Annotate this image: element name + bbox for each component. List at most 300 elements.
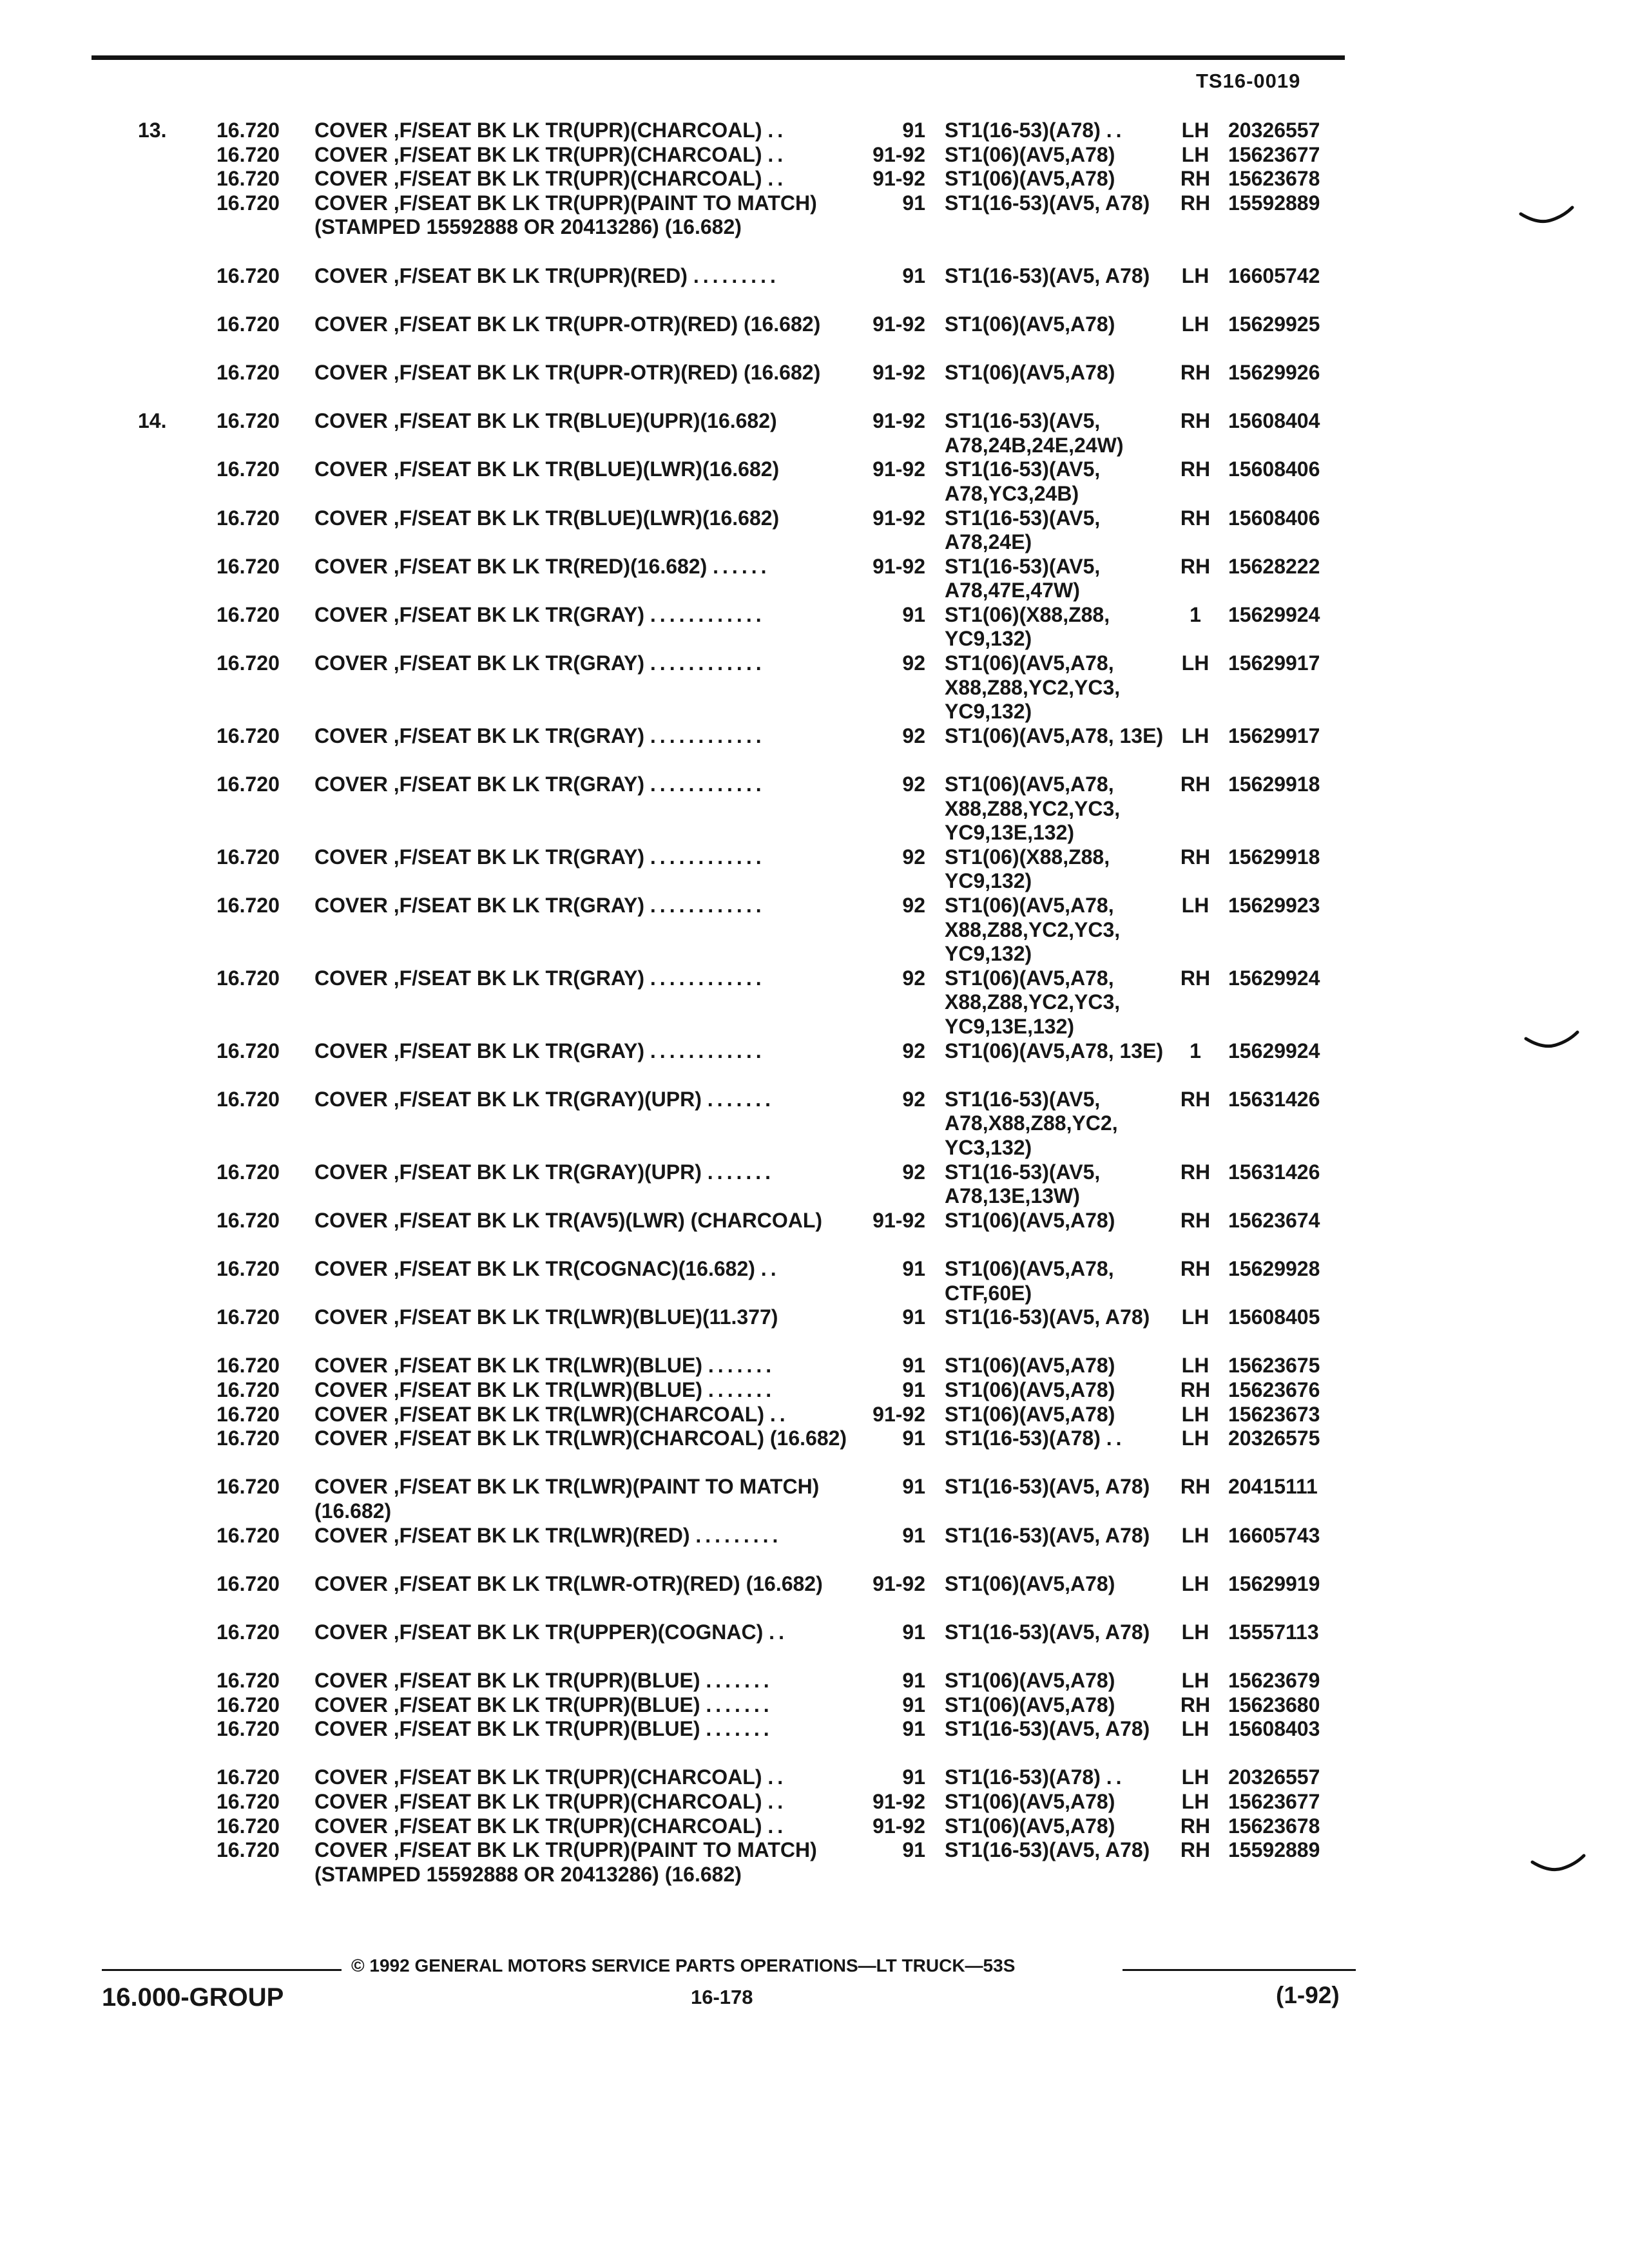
side: RH <box>1180 409 1211 433</box>
usage-code: ST1(06)(AV5,A78) <box>945 1571 1115 1595</box>
dot-leader: ....... <box>706 1693 773 1716</box>
table-row <box>0 966 1629 1039</box>
model-year: 91-92 <box>872 1208 925 1232</box>
table-row <box>0 894 1629 966</box>
usage-code: ST1(16-53)(AV5, A78,X88,Z88,YC2, YC3,132) <box>945 1087 1118 1160</box>
footer-rule-left <box>102 1969 342 1971</box>
part-description: COVER ,F/SEAT BK LK TR(BLUE)(UPR)(16.682) <box>314 409 777 433</box>
group-number: 16.720 <box>217 312 280 336</box>
footer-page-number: 16-178 <box>691 1986 753 2008</box>
model-year: 91 <box>902 1257 925 1280</box>
model-year: 91-92 <box>872 167 925 191</box>
check-mark-icon <box>1518 205 1576 231</box>
table-row <box>0 845 1629 894</box>
model-year: 91-92 <box>872 457 925 481</box>
model-year: 91 <box>902 1765 925 1789</box>
side: RH <box>1180 1087 1211 1111</box>
group-number: 16.720 <box>217 167 280 191</box>
group-number: 16.720 <box>217 724 280 747</box>
part-description: COVER ,F/SEAT BK LK TR(UPR)(CHARCOAL) .. <box>314 1765 787 1789</box>
dot-leader: .. <box>769 1402 789 1426</box>
side: LH <box>1181 1305 1210 1329</box>
group-number: 16.720 <box>217 602 280 626</box>
model-year: 92 <box>902 894 925 918</box>
model-year: 92 <box>902 845 925 869</box>
usage-code: ST1(16-53)(AV5, A78) <box>945 1838 1150 1862</box>
item-number: 13. <box>138 119 167 142</box>
part-number: 15629919 <box>1228 1571 1320 1595</box>
group-number: 16.720 <box>217 1305 280 1329</box>
part-description: COVER ,F/SEAT BK LK TR(LWR)(BLUE) ....... <box>314 1354 776 1378</box>
side: LH <box>1181 724 1210 747</box>
usage-code: ST1(06)(AV5,A78) <box>945 1402 1115 1426</box>
part-number: 15623677 <box>1228 142 1320 166</box>
dot-leader: .. <box>1106 1765 1126 1789</box>
usage-code: ST1(16-53)(AV5, A78,24B,24E,24W) <box>945 409 1124 457</box>
dot-leader: ....... <box>707 1087 775 1111</box>
usage-code: ST1(16-53)(AV5, A78) <box>945 1305 1150 1329</box>
table-row <box>0 143 1629 168</box>
table-row <box>0 1378 1629 1403</box>
usage-code: ST1(06)(AV5,A78, X88,Z88,YC2,YC3, YC9,132) <box>945 651 1121 724</box>
table-row <box>0 1765 1629 1790</box>
group-number: 16.720 <box>217 1693 280 1716</box>
model-year: 91-92 <box>872 409 925 433</box>
part-description: COVER ,F/SEAT BK LK TR(GRAY) ............ <box>314 966 766 990</box>
table-row <box>0 457 1629 506</box>
part-description: COVER ,F/SEAT BK LK TR(RED)(16.682) ...... <box>314 554 771 578</box>
part-number: 15631426 <box>1228 1160 1320 1184</box>
group-number: 16.720 <box>217 1814 280 1838</box>
part-number: 15592889 <box>1228 191 1320 215</box>
side: RH <box>1180 191 1211 215</box>
model-year: 91-92 <box>872 1402 925 1426</box>
model-year: 91 <box>902 1378 925 1401</box>
group-number: 16.720 <box>217 1378 280 1401</box>
group-number: 16.720 <box>217 142 280 166</box>
usage-code: ST1(06)(AV5,A78) <box>945 1693 1115 1716</box>
part-number: 15623678 <box>1228 1814 1320 1838</box>
usage-code: ST1(06)(AV5,A78) <box>945 1208 1115 1232</box>
group-number: 16.720 <box>217 506 280 530</box>
model-year: 92 <box>902 724 925 747</box>
dot-leader: ............ <box>650 894 766 918</box>
part-number: 15629917 <box>1228 724 1320 747</box>
model-year: 91 <box>902 1669 925 1693</box>
usage-code: ST1(16-53)(AV5, A78) <box>945 1523 1150 1547</box>
side: RH <box>1180 773 1211 796</box>
group-number: 16.720 <box>217 1717 280 1741</box>
part-number: 15629926 <box>1228 360 1320 384</box>
table-row <box>0 264 1629 312</box>
dot-leader: ....... <box>708 1354 776 1378</box>
side: LH <box>1181 1620 1210 1644</box>
group-number: 16.720 <box>217 554 280 578</box>
dot-leader: .. <box>767 167 787 191</box>
part-description: COVER ,F/SEAT BK LK TR(GRAY) ............ <box>314 724 766 747</box>
group-number: 16.720 <box>217 1790 280 1814</box>
table-row <box>0 1403 1629 1427</box>
usage-code: ST1(06)(AV5,A78) <box>945 1814 1115 1838</box>
side: LH <box>1181 264 1210 287</box>
dot-leader: ............ <box>650 602 766 626</box>
check-mark-icon <box>1523 1030 1581 1055</box>
part-description: COVER ,F/SEAT BK LK TR(UPR)(BLUE) ....... <box>314 1669 773 1693</box>
part-description: COVER ,F/SEAT BK LK TR(BLUE)(LWR)(16.682) <box>314 457 780 481</box>
part-description: COVER ,F/SEAT BK LK TR(UPR)(RED) ......... <box>314 264 780 287</box>
part-number: 16605743 <box>1228 1523 1320 1547</box>
group-number: 16.720 <box>217 119 280 142</box>
table-row <box>0 1717 1629 1765</box>
usage-code: ST1(06)(AV5,A78) <box>945 1354 1115 1378</box>
part-description: COVER ,F/SEAT BK LK TR(AV5)(LWR) (CHARCOAL) <box>314 1208 823 1232</box>
side: LH <box>1181 142 1210 166</box>
part-number: 15623676 <box>1228 1378 1320 1401</box>
part-number: 15629923 <box>1228 894 1320 918</box>
group-number: 16.720 <box>217 264 280 287</box>
model-year: 91-92 <box>872 554 925 578</box>
model-year: 91-92 <box>872 142 925 166</box>
side: LH <box>1181 1669 1210 1693</box>
table-row <box>0 773 1629 845</box>
usage-code: ST1(16-53)(AV5, A78,13E,13W) <box>945 1160 1101 1208</box>
part-description: COVER ,F/SEAT BK LK TR(GRAY)(UPR) ....... <box>314 1087 775 1111</box>
side: RH <box>1180 1208 1211 1232</box>
side: LH <box>1181 119 1210 142</box>
usage-code: ST1(16-53)(AV5, A78) <box>945 1620 1150 1644</box>
part-number: 15608406 <box>1228 457 1320 481</box>
dot-leader: ....... <box>706 1717 773 1741</box>
part-description: COVER ,F/SEAT BK LK TR(GRAY) ............ <box>314 1039 766 1062</box>
part-number: 15623675 <box>1228 1354 1320 1378</box>
model-year: 91 <box>902 1717 925 1741</box>
usage-code: ST1(06)(AV5,A78) <box>945 1790 1115 1814</box>
parts-list <box>0 119 1629 1911</box>
part-number: 15623680 <box>1228 1693 1320 1716</box>
dot-leader: ............ <box>650 966 766 990</box>
table-row <box>0 1088 1629 1160</box>
side: LH <box>1181 1571 1210 1595</box>
dot-leader: .. <box>767 1765 787 1789</box>
dot-leader: ...... <box>713 554 771 578</box>
model-year: 92 <box>902 651 925 675</box>
group-number: 16.720 <box>217 1257 280 1280</box>
part-number: 15629924 <box>1228 1039 1320 1062</box>
dot-leader: .. <box>1106 1427 1126 1450</box>
group-number: 16.720 <box>217 1160 280 1184</box>
part-description: COVER ,F/SEAT BK LK TR(UPR)(BLUE) ....... <box>314 1717 773 1741</box>
side: RH <box>1180 1160 1211 1184</box>
table-row <box>0 191 1629 264</box>
group-number: 16.720 <box>217 1523 280 1547</box>
footer-date: (1-92) <box>1276 1982 1340 2008</box>
table-row <box>0 1814 1629 1839</box>
dot-leader: ............ <box>650 724 766 747</box>
part-description: COVER ,F/SEAT BK LK TR(GRAY) ............ <box>314 651 766 675</box>
usage-code: ST1(06)(AV5,A78) <box>945 1378 1115 1401</box>
document-code: TS16-0019 <box>1196 70 1301 92</box>
part-description: COVER ,F/SEAT BK LK TR(UPR)(PAINT TO MATCH)(STAMPED 15592888 OR 20413286) (16.682) <box>314 1838 817 1886</box>
side: LH <box>1181 312 1210 336</box>
part-description: COVER ,F/SEAT BK LK TR(LWR)(CHARCOAL) .. <box>314 1402 789 1426</box>
part-description: COVER ,F/SEAT BK LK TR(UPR)(PAINT TO MATCH)(STAMPED 15592888 OR 20413286) (16.682) <box>314 191 817 239</box>
part-number: 15623679 <box>1228 1669 1320 1693</box>
group-number: 16.720 <box>217 1087 280 1111</box>
part-number: 15629928 <box>1228 1257 1320 1280</box>
side: LH <box>1181 1427 1210 1450</box>
model-year: 92 <box>902 1160 925 1184</box>
usage-code: ST1(06)(AV5,A78) <box>945 312 1115 336</box>
group-number: 16.720 <box>217 1571 280 1595</box>
table-row <box>0 1257 1629 1305</box>
table-row <box>0 1669 1629 1693</box>
part-number: 15629924 <box>1228 966 1320 990</box>
part-description: COVER ,F/SEAT BK LK TR(UPR)(CHARCOAL) .. <box>314 142 787 166</box>
group-number: 16.720 <box>217 845 280 869</box>
table-row <box>0 651 1629 724</box>
dot-leader: ....... <box>707 1160 775 1184</box>
group-number: 16.720 <box>217 1475 280 1499</box>
model-year: 92 <box>902 1039 925 1062</box>
model-year: 91 <box>902 1305 925 1329</box>
part-description: COVER ,F/SEAT BK LK TR(UPR)(CHARCOAL) .. <box>314 119 787 142</box>
model-year: 92 <box>902 1087 925 1111</box>
part-number: 20326575 <box>1228 1427 1320 1450</box>
model-year: 91 <box>902 119 925 142</box>
side: LH <box>1181 651 1210 675</box>
part-description: COVER ,F/SEAT BK LK TR(GRAY) ............ <box>314 894 766 918</box>
table-row <box>0 603 1629 651</box>
group-number: 16.720 <box>217 360 280 384</box>
part-number: 15623674 <box>1228 1208 1320 1232</box>
usage-code: ST1(16-53)(AV5, A78) <box>945 191 1150 215</box>
side: RH <box>1180 506 1211 530</box>
usage-code: ST1(16-53)(AV5, A78,24E) <box>945 506 1101 554</box>
usage-code: ST1(06)(AV5,A78) <box>945 167 1115 191</box>
table-row <box>0 409 1629 457</box>
side: LH <box>1181 894 1210 918</box>
usage-code: ST1(06)(AV5,A78) <box>945 1669 1115 1693</box>
usage-code: ST1(16-53)(AV5, A78,47E,47W) <box>945 554 1101 602</box>
usage-code: ST1(16-53)(A78) .. <box>945 119 1126 142</box>
table-row <box>0 555 1629 603</box>
model-year: 92 <box>902 773 925 796</box>
group-number: 16.720 <box>217 1669 280 1693</box>
model-year: 91 <box>902 191 925 215</box>
table-row <box>0 1524 1629 1572</box>
table-row <box>0 1039 1629 1088</box>
part-description: COVER ,F/SEAT BK LK TR(UPR)(CHARCOAL) .. <box>314 1814 787 1838</box>
side: RH <box>1180 457 1211 481</box>
usage-code: ST1(06)(AV5,A78, CTF,60E) <box>945 1257 1114 1305</box>
dot-leader: .. <box>769 1620 788 1644</box>
part-description: COVER ,F/SEAT BK LK TR(BLUE)(LWR)(16.682) <box>314 506 780 530</box>
side: LH <box>1181 1790 1210 1814</box>
part-number: 15629918 <box>1228 773 1320 796</box>
table-row <box>0 1427 1629 1475</box>
model-year: 92 <box>902 966 925 990</box>
part-description: COVER ,F/SEAT BK LK TR(UPPER)(COGNAC) .. <box>314 1620 788 1644</box>
table-row <box>0 1693 1629 1718</box>
model-year: 91-92 <box>872 1790 925 1814</box>
table-row <box>0 1209 1629 1257</box>
dot-leader: ............ <box>650 845 766 869</box>
side: RH <box>1180 1838 1211 1862</box>
group-number: 16.720 <box>217 1402 280 1426</box>
group-number: 16.720 <box>217 1208 280 1232</box>
model-year: 91-92 <box>872 360 925 384</box>
dot-leader: ......... <box>695 1523 782 1547</box>
part-description: COVER ,F/SEAT BK LK TR(LWR)(BLUE) ....... <box>314 1378 776 1401</box>
part-number: 15608404 <box>1228 409 1320 433</box>
group-number: 16.720 <box>217 1765 280 1789</box>
part-number: 20415111 <box>1228 1475 1318 1499</box>
part-description: COVER ,F/SEAT BK LK TR(LWR)(PAINT TO MATCH)(16.682) <box>314 1475 820 1523</box>
dot-leader: ............ <box>650 773 766 796</box>
dot-leader: .. <box>767 1790 787 1814</box>
footer-copyright: © 1992 GENERAL MOTORS SERVICE PARTS OPERATIONS—LT TRUCK—53S <box>351 1956 1016 1975</box>
usage-code: ST1(16-53)(AV5, A78) <box>945 1717 1150 1741</box>
side: RH <box>1180 1257 1211 1280</box>
side: RH <box>1180 845 1211 869</box>
part-number: 15623673 <box>1228 1402 1320 1426</box>
model-year: 91 <box>902 1427 925 1450</box>
part-number: 16605742 <box>1228 264 1320 287</box>
model-year: 91 <box>902 1475 925 1499</box>
part-description: COVER ,F/SEAT BK LK TR(UPR)(BLUE) ....... <box>314 1693 773 1716</box>
side: RH <box>1180 554 1211 578</box>
model-year: 91 <box>902 1838 925 1862</box>
top-rule <box>92 55 1345 60</box>
part-number: 15629924 <box>1228 602 1320 626</box>
table-row <box>0 1160 1629 1209</box>
model-year: 91-92 <box>872 1814 925 1838</box>
model-year: 91 <box>902 1693 925 1716</box>
table-row <box>0 1838 1629 1911</box>
table-row <box>0 506 1629 555</box>
part-number: 15557113 <box>1228 1620 1319 1644</box>
footer-rule-right <box>1123 1969 1356 1971</box>
dot-leader: ....... <box>708 1378 776 1401</box>
model-year: 91-92 <box>872 1571 925 1595</box>
group-number: 16.720 <box>217 773 280 796</box>
table-row <box>0 1620 1629 1669</box>
table-row <box>0 1475 1629 1523</box>
table-row <box>0 1790 1629 1814</box>
usage-code: ST1(06)(X88,Z88, YC9,132) <box>945 602 1110 651</box>
model-year: 91 <box>902 602 925 626</box>
part-number: 20326557 <box>1228 119 1320 142</box>
group-number: 16.720 <box>217 966 280 990</box>
model-year: 91 <box>902 264 925 287</box>
model-year: 91-92 <box>872 506 925 530</box>
side: RH <box>1180 1814 1211 1838</box>
side: LH <box>1181 1402 1210 1426</box>
part-description: COVER ,F/SEAT BK LK TR(UPR)(CHARCOAL) .. <box>314 1790 787 1814</box>
side: 1 <box>1190 602 1201 626</box>
dot-leader: .. <box>767 142 787 166</box>
group-number: 16.720 <box>217 457 280 481</box>
side: LH <box>1181 1717 1210 1741</box>
usage-code: ST1(06)(AV5,A78, 13E) <box>945 1039 1164 1062</box>
dot-leader: ............ <box>650 1039 766 1062</box>
part-number: 15623677 <box>1228 1790 1320 1814</box>
model-year: 91 <box>902 1354 925 1378</box>
part-number: 15592889 <box>1228 1838 1320 1862</box>
part-description: COVER ,F/SEAT BK LK TR(GRAY)(UPR) ....... <box>314 1160 775 1184</box>
group-number: 16.720 <box>217 1039 280 1062</box>
part-description: COVER ,F/SEAT BK LK TR(GRAY) ............ <box>314 773 766 796</box>
usage-code: ST1(16-53)(A78) .. <box>945 1765 1126 1789</box>
group-number: 16.720 <box>217 409 280 433</box>
table-row <box>0 312 1629 361</box>
group-number: 16.720 <box>217 1838 280 1862</box>
side: RH <box>1180 1475 1211 1499</box>
group-number: 16.720 <box>217 651 280 675</box>
part-description: COVER ,F/SEAT BK LK TR(UPR-OTR)(RED) (16.682) <box>314 312 821 336</box>
usage-code: ST1(06)(AV5,A78) <box>945 360 1115 384</box>
part-number: 15631426 <box>1228 1087 1320 1111</box>
part-number: 20326557 <box>1228 1765 1320 1789</box>
group-number: 16.720 <box>217 1354 280 1378</box>
footer-group: 16.000-GROUP <box>102 1983 284 2012</box>
side: LH <box>1181 1354 1210 1378</box>
side: 1 <box>1190 1039 1201 1062</box>
dot-leader: .. <box>1106 119 1126 142</box>
usage-code: ST1(16-53)(AV5, A78,YC3,24B) <box>945 457 1101 505</box>
part-number: 15629918 <box>1228 845 1320 869</box>
group-number: 16.720 <box>217 191 280 215</box>
dot-leader: .. <box>767 119 787 142</box>
part-description: COVER ,F/SEAT BK LK TR(LWR)(CHARCOAL) (16.682) <box>314 1427 847 1450</box>
table-row <box>0 1572 1629 1620</box>
usage-code: ST1(06)(AV5,A78) <box>945 142 1115 166</box>
dot-leader: .. <box>767 1814 787 1838</box>
part-number: 15629925 <box>1228 312 1320 336</box>
check-mark-icon <box>1530 1853 1588 1879</box>
table-row <box>0 1305 1629 1354</box>
side: RH <box>1180 966 1211 990</box>
side: RH <box>1180 360 1211 384</box>
side: RH <box>1180 167 1211 191</box>
item-number: 14. <box>138 409 167 433</box>
model-year: 91 <box>902 1620 925 1644</box>
part-number: 15608406 <box>1228 506 1320 530</box>
dot-leader: .. <box>760 1257 780 1280</box>
part-number: 15629917 <box>1228 651 1320 675</box>
table-row <box>0 119 1629 143</box>
table-row <box>0 724 1629 773</box>
usage-code: ST1(16-53)(AV5, A78) <box>945 1475 1150 1499</box>
part-number: 15623678 <box>1228 167 1320 191</box>
dot-leader: ............ <box>650 651 766 675</box>
table-row <box>0 167 1629 191</box>
part-number: 15608403 <box>1228 1717 1320 1741</box>
part-description: COVER ,F/SEAT BK LK TR(GRAY) ............ <box>314 845 766 869</box>
part-description: COVER ,F/SEAT BK LK TR(LWR)(RED) ......... <box>314 1523 782 1547</box>
model-year: 91 <box>902 1523 925 1547</box>
part-description: COVER ,F/SEAT BK LK TR(COGNAC)(16.682) .. <box>314 1257 780 1280</box>
side: LH <box>1181 1523 1210 1547</box>
group-number: 16.720 <box>217 894 280 918</box>
part-description: COVER ,F/SEAT BK LK TR(UPR-OTR)(RED) (16.682) <box>314 360 821 384</box>
part-description: COVER ,F/SEAT BK LK TR(UPR)(CHARCOAL) .. <box>314 167 787 191</box>
usage-code: ST1(16-53)(AV5, A78) <box>945 264 1150 287</box>
side: RH <box>1180 1378 1211 1401</box>
part-number: 15608405 <box>1228 1305 1320 1329</box>
usage-code: ST1(06)(AV5,A78, X88,Z88,YC2,YC3, YC9,13E,132) <box>945 966 1121 1039</box>
usage-code: ST1(06)(X88,Z88, YC9,132) <box>945 845 1110 893</box>
